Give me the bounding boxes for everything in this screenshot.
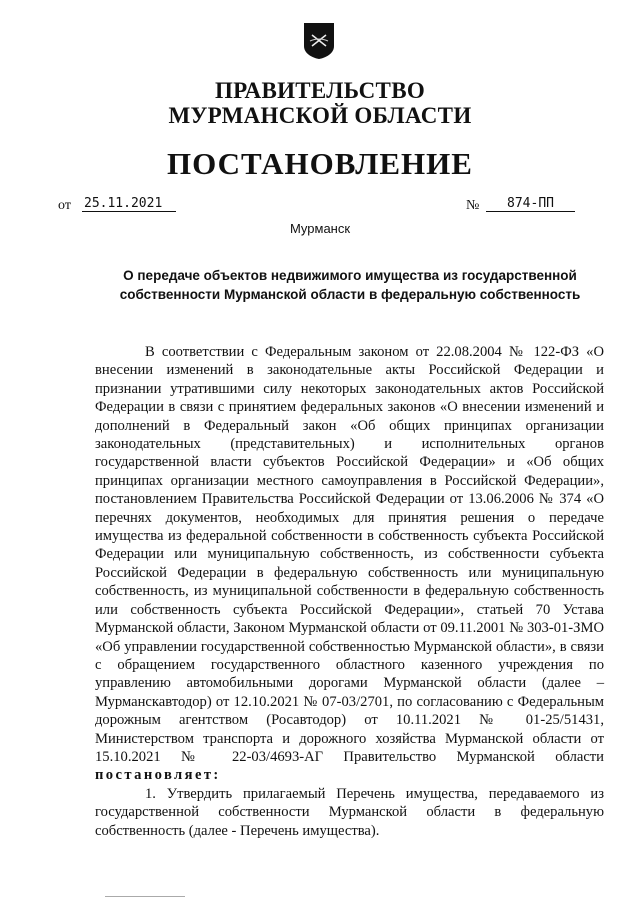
document-number: 874-ПП (486, 196, 575, 212)
document-type-title: ПОСТАНОВЛЕНИЕ (167, 146, 473, 181)
page-footer-mark (105, 896, 185, 899)
number-prefix: № (466, 198, 480, 213)
government-title-line2: МУРМАНСКОЙ ОБЛАСТИ (168, 103, 472, 128)
document-date: 25.11.2021 (82, 196, 176, 212)
body-paragraph-1-text: В соответствии с Федеральным законом от 22.08.2004 № 122-ФЗ «О внесении изменений в законодательные акты Российской Федерации и признании утратившими силу некоторых законодательных актов Российской Федерации в связи с принятием федеральных законов «О внесении изменений и дополнений в Федеральный закон «Об общих принципах организации законодательных (представительных) и исполнительных органов государственной власти субъектов Российской Федерации» и «Об общих принципах организации местного самоуправления в Российской Федерации», постановлением Правительства Российской Федерации от 13.06.2006 № 374 «О перечнях документов, необходимых для принятия решения о передаче имущества из федеральной собственности в собственность субъекта Российской Федерации или муниципальную собственность, из собственности субъекта Российской Федерации в федеральную собственность или муниципальную собственность, из муниципальной собственности в федеральную собственность или собственность субъекта Российской Федерации», статьей 70 Устава Мурманской области, Законом Мурманской области от 09.11.2001 № 303-01-ЗМО «Об управлении государственной собственностью Мурманской области», в связи с обращением государственного областного казенного учреждения по управлению автомобильными дорогами Мурманской области (далее – Мурманскавтодор) от 12.10.2021 № 07-03/2701, по согласованию с Федеральным дорожным агентством (Росавтодор) от 10.11.2021 № 01-25/51431, Министерством транспорта и дорожного хозяйства Мурманской области от 15.10.2021 № 22-03/4693-АГ Правительство Мурманской области (95, 344, 604, 765)
body-paragraph-1 (95, 343, 604, 785)
resolve-phrase: постановляет: (95, 767, 221, 784)
date-prefix: от (58, 198, 71, 213)
document-subject: О передаче объектов недвижимого имущества из государственной собственности Мурманской области в федеральную собственность (119, 268, 581, 302)
city-name: Мурманск (289, 221, 351, 236)
government-title-line1: ПРАВИТЕЛЬСТВО (214, 78, 426, 103)
coat-of-arms-icon (303, 22, 335, 60)
document-body (95, 343, 604, 840)
body-paragraph-2: 1. Утвердить прилагаемый Перечень имущества, передаваемого из государственной собственности Мурманской области в федеральную собственность (далее - Перечень имущества). (95, 785, 604, 839)
